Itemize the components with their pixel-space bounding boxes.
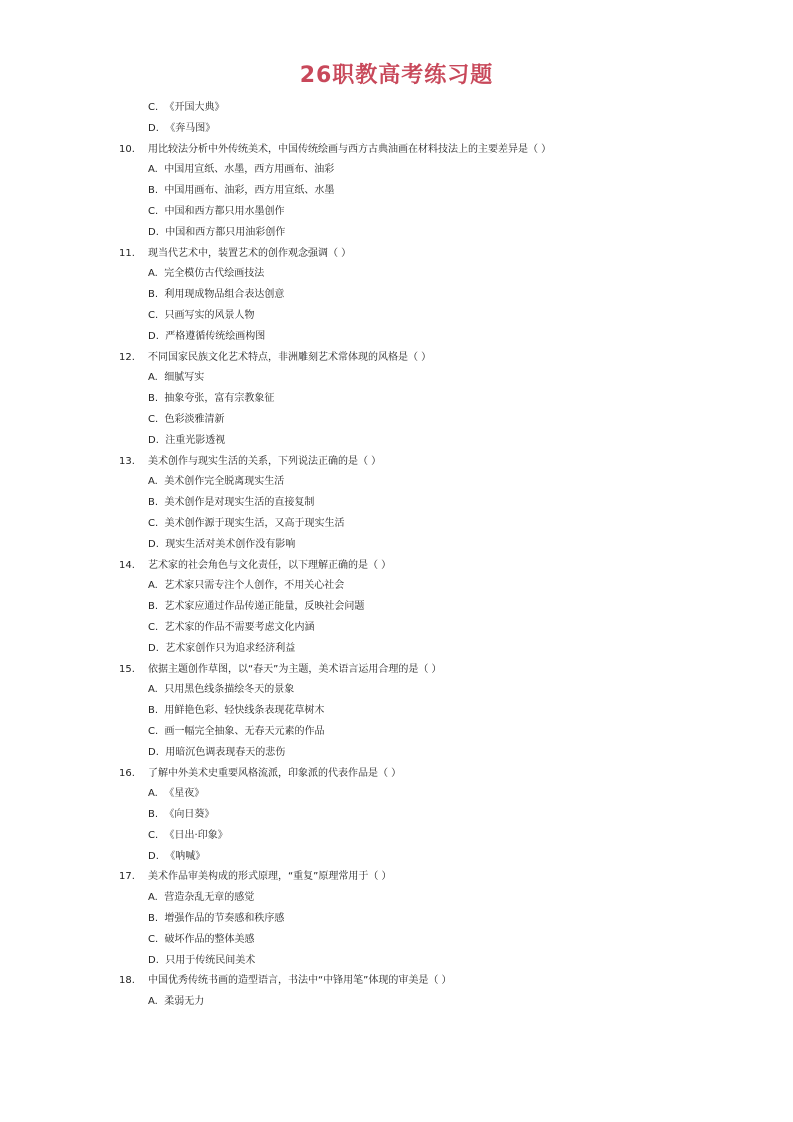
option-line <box>0 306 793 327</box>
option-line <box>0 680 793 701</box>
option-line <box>0 722 793 743</box>
option <box>148 410 225 431</box>
question-text: 不同国家民族文化艺术特点，非洲雕刻艺术常体现的风格是（ ） <box>148 351 432 363</box>
option-text: 严格遵循传统绘画构图 <box>165 330 266 342</box>
question-line <box>0 660 793 681</box>
option <box>148 680 294 701</box>
option-line <box>0 410 793 431</box>
option-letter: B. <box>148 601 159 613</box>
option-text: 艺术家应通过作品传递正能量，反映社会问题 <box>164 601 365 613</box>
option-text: 艺术家创作只为追求经济利益 <box>165 642 296 654</box>
option-text: 现实生活对美术创作没有影响 <box>165 538 296 550</box>
question-list <box>0 98 793 1013</box>
option-letter: A. <box>148 788 158 800</box>
option <box>148 618 315 639</box>
option-text: 美术创作完全脱离现实生活 <box>164 476 285 488</box>
option-letter: B. <box>148 913 159 925</box>
option-letter: D. <box>148 850 159 862</box>
option <box>148 847 205 868</box>
option-letter: B. <box>148 809 159 821</box>
option-text: 营造杂乱无章的感觉 <box>164 892 255 904</box>
option-line <box>0 181 793 202</box>
option-line <box>0 202 793 223</box>
option <box>148 264 264 285</box>
option <box>148 701 324 722</box>
question-line <box>0 971 793 992</box>
option-letter: D. <box>148 746 159 758</box>
option <box>148 327 265 348</box>
option-text: 色彩淡雅清新 <box>164 413 225 425</box>
option-letter: D. <box>148 538 159 550</box>
option-line <box>0 805 793 826</box>
option-letter: A. <box>148 684 158 696</box>
question-line <box>0 556 793 577</box>
option <box>148 992 204 1013</box>
question-text: 依据主题创作草图，以“春天”为主题，美术语言运用合理的是（ ） <box>148 663 442 675</box>
option-line <box>0 930 793 951</box>
option <box>148 119 215 140</box>
option <box>148 597 364 618</box>
question-line <box>0 452 793 473</box>
option-letter: D. <box>148 642 159 654</box>
option-letter: A. <box>148 892 158 904</box>
option <box>148 576 344 597</box>
option-line <box>0 431 793 452</box>
option-letter: D. <box>148 226 159 238</box>
option-letter: C. <box>148 309 159 321</box>
option-line <box>0 327 793 348</box>
option-text: 中国用宣纸、水墨，西方用画布、油彩 <box>164 164 335 176</box>
option-text: 美术创作是对现实生活的直接复制 <box>164 497 315 509</box>
option-line <box>0 618 793 639</box>
question-line <box>0 867 793 888</box>
question-text: 艺术家的社会角色与文化责任，以下理解正确的是（ ） <box>148 559 392 571</box>
option-text: 注重光影透视 <box>165 434 226 446</box>
option-line <box>0 784 793 805</box>
option-letter: B. <box>148 497 159 509</box>
option-text: 《奔马图》 <box>165 122 216 134</box>
option-text: 抽象夸张，富有宗教象征 <box>164 393 275 405</box>
option-line <box>0 98 793 119</box>
option-text: 中国和西方都只用油彩创作 <box>165 226 286 238</box>
option <box>148 389 274 410</box>
option-line <box>0 847 793 868</box>
question-number: 14. <box>119 559 135 571</box>
option-letter: D. <box>148 122 159 134</box>
option-text: 画一幅完全抽象、无春天元素的作品 <box>164 725 325 737</box>
option-line <box>0 992 793 1013</box>
option <box>148 202 285 223</box>
option-line <box>0 826 793 847</box>
option-letter: A. <box>148 996 158 1008</box>
option-text: 中国用画布、油彩，西方用宣纸、水墨 <box>164 185 335 197</box>
option-text: 《呐喊》 <box>165 850 206 862</box>
option-letter: B. <box>148 289 159 301</box>
question-number: 18. <box>119 975 135 987</box>
option <box>148 223 285 244</box>
option-line <box>0 119 793 140</box>
option-text: 利用现成物品组合表达创意 <box>164 289 285 301</box>
option-line <box>0 472 793 493</box>
option-line <box>0 909 793 930</box>
option-line <box>0 493 793 514</box>
option <box>148 951 255 972</box>
question-number: 11. <box>119 247 135 259</box>
option-text: 破坏作品的整体美感 <box>164 933 255 945</box>
option <box>148 930 255 951</box>
option-line <box>0 160 793 181</box>
option-letter: C. <box>148 933 159 945</box>
option-line <box>0 597 793 618</box>
option-line <box>0 576 793 597</box>
option <box>148 160 334 181</box>
option <box>148 368 204 389</box>
option <box>148 722 325 743</box>
option-letter: C. <box>148 205 159 217</box>
question-number: 13. <box>119 455 135 467</box>
option-text: 艺术家的作品不需要考虑文化内涵 <box>164 621 315 633</box>
question-text: 了解中外美术史重要风格流派，印象派的代表作品是（ ） <box>148 767 402 779</box>
option-line <box>0 368 793 389</box>
option <box>148 639 295 660</box>
option-line <box>0 264 793 285</box>
option-text: 《星夜》 <box>164 788 205 800</box>
option-letter: A. <box>148 372 158 384</box>
option <box>148 784 204 805</box>
option <box>148 888 254 909</box>
option-letter: D. <box>148 330 159 342</box>
option-text: 只用于传统民间美术 <box>165 954 256 966</box>
option-line <box>0 223 793 244</box>
option-text: 《开国大典》 <box>164 102 225 113</box>
option-text: 《日出·印象》 <box>164 829 228 841</box>
option-line <box>0 389 793 410</box>
question-text: 用比较法分析中外传统美术，中国传统绘画与西方古典油画在材料技法上的主要差异是（ ） <box>148 143 552 155</box>
option-line <box>0 701 793 722</box>
option-text: 美术创作源于现实生活，又高于现实生活 <box>164 517 345 529</box>
option-line <box>0 285 793 306</box>
option-text: 中国和西方都只用水墨创作 <box>164 205 285 217</box>
option <box>148 535 295 556</box>
page-title: 26职教高考练习题 <box>299 63 494 88</box>
option-letter: A. <box>148 580 158 592</box>
question-number: 17. <box>119 871 135 883</box>
question-text: 中国优秀传统书画的造型语言，书法中“中锋用笔”体现的审美是（ ） <box>148 975 452 987</box>
option <box>148 285 284 306</box>
option-line <box>0 514 793 535</box>
question-text: 美术作品审美构成的形式原理，“重复”原理常用于（ ） <box>148 871 392 883</box>
option-line <box>0 888 793 909</box>
option <box>148 472 284 493</box>
option-letter: C. <box>148 829 159 841</box>
option-text: 增强作品的节奏感和秩序感 <box>164 913 285 925</box>
option-letter: C. <box>148 621 159 633</box>
option <box>148 306 255 327</box>
option <box>148 98 225 119</box>
option <box>148 826 228 847</box>
option-text: 细腻写实 <box>164 372 205 384</box>
question-line <box>0 348 793 369</box>
option-letter: D. <box>148 954 159 966</box>
option <box>148 514 345 535</box>
option-line <box>0 639 793 660</box>
question-number: 16. <box>119 767 135 779</box>
question-line <box>0 764 793 785</box>
option-letter: A. <box>148 476 158 488</box>
option-letter: A. <box>148 268 158 280</box>
question-number: 12. <box>119 351 135 363</box>
question-text: 美术创作与现实生活的关系，下列说法正确的是（ ） <box>148 455 382 467</box>
option-letter: C. <box>148 725 159 737</box>
option <box>148 743 285 764</box>
option <box>148 181 334 202</box>
option-letter: B. <box>148 393 159 405</box>
option <box>148 909 284 930</box>
option-letter: C. <box>148 413 159 425</box>
question-number: 10. <box>119 143 135 155</box>
option-letter: C. <box>148 102 159 113</box>
option-letter: C. <box>148 517 159 529</box>
question-line <box>0 140 793 161</box>
option-letter: B. <box>148 705 159 717</box>
option-letter: A. <box>148 164 158 176</box>
option-line <box>0 951 793 972</box>
option <box>148 493 314 514</box>
option-line <box>0 743 793 764</box>
question-text: 现当代艺术中，装置艺术的创作观念强调（ ） <box>148 247 352 259</box>
option-text: 用暗沉色调表现春天的悲伤 <box>165 746 286 758</box>
question-number: 15. <box>119 663 135 675</box>
option-letter: D. <box>148 434 159 446</box>
option-text: 《向日葵》 <box>164 809 215 821</box>
question-line <box>0 244 793 265</box>
option-text: 完全模仿古代绘画技法 <box>164 268 265 280</box>
option <box>148 431 225 452</box>
option-text: 只画写实的风景人物 <box>164 309 255 321</box>
option-text: 用鲜艳色彩、轻快线条表现花草树木 <box>164 705 325 717</box>
option-text: 柔弱无力 <box>164 996 205 1008</box>
option-line <box>0 535 793 556</box>
option-text: 只用黑色线条描绘冬天的景象 <box>164 684 295 696</box>
option-text: 艺术家只需专注个人创作，不用关心社会 <box>164 580 345 592</box>
option-letter: B. <box>148 185 159 197</box>
option <box>148 805 214 826</box>
